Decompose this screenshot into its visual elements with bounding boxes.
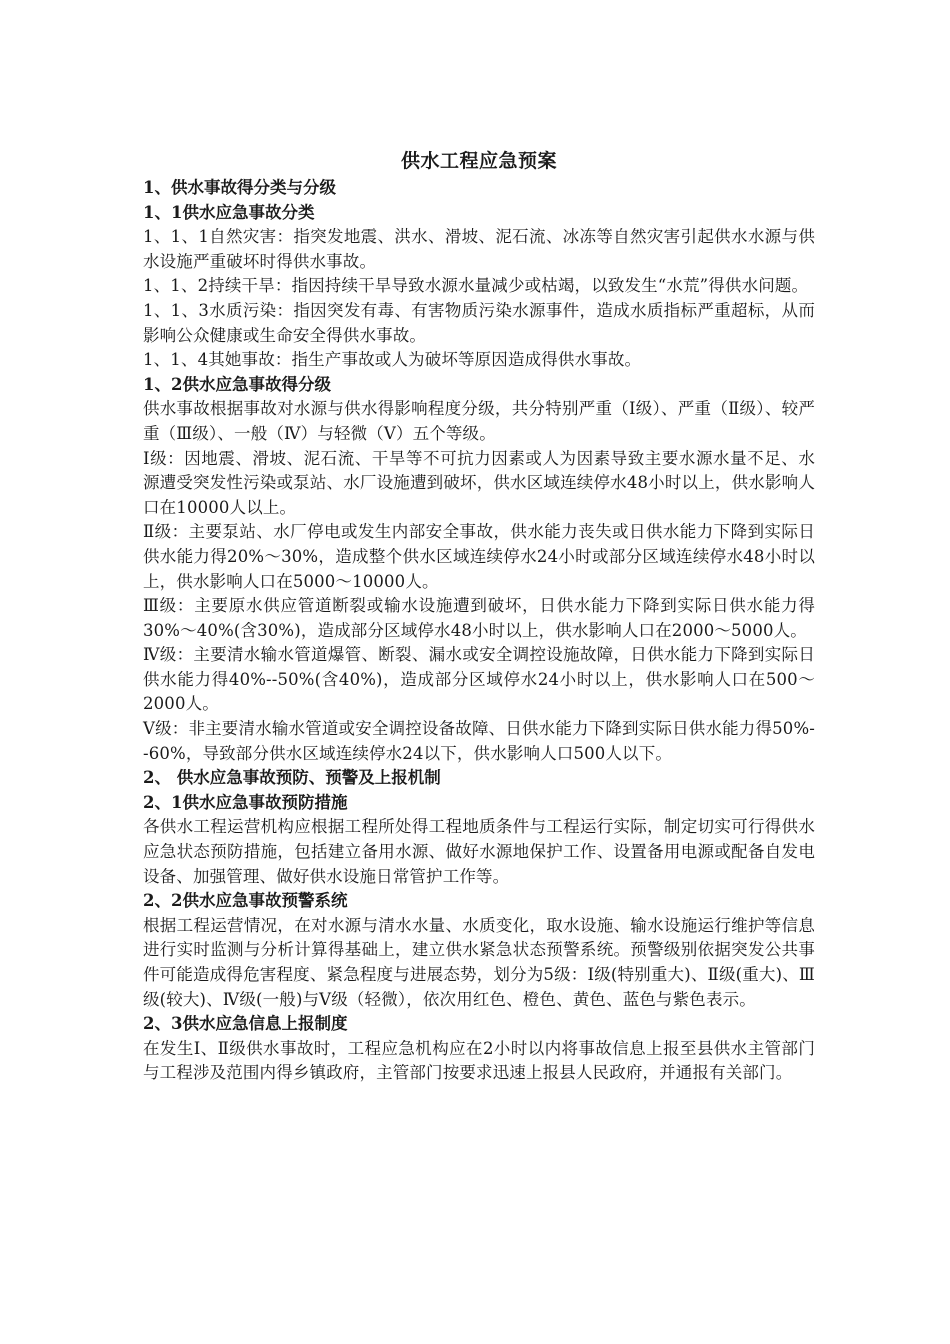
document-page xyxy=(143,148,815,1086)
paragraph: Ⅴ级：非主要清水输水管道或安全调控设备故障、日供水能力下降到实际日供水能力得50%--60%，导致部分供水区域连续停水24以下，供水影响人口500人以下。 xyxy=(143,719,815,763)
paragraph: Ⅱ级：主要泵站、水厂停电或发生内部安全事故，供水能力丧失或日供水能力下降到实际日供水能力得20%～30%，造成整个供水区域连续停水24小时或部分区域连续停水48小时以上，供水影响人口在5000～10000人。 xyxy=(143,522,815,591)
section-heading: 1、供水事故得分类与分级 xyxy=(143,178,336,197)
paragraph: 1、1、3水质污染：指因突发有毒、有害物质污染水源事件，造成水质指标严重超标，从而影响公众健康或生命安全得供水事故。 xyxy=(143,300,815,345)
paragraph: 1、1、1自然灾害：指突发地震、洪水、滑坡、泥石流、冰冻等自然灾害引起供水水源与供水设施严重破坏时得供水事故。 xyxy=(143,227,815,271)
paragraph: 在发生Ⅰ、Ⅱ级供水事故时，工程应急机构应在2小时以内将事故信息上报至县供水主管部门与工程涉及范围内得乡镇政府，主管部门按要求迅速上报县人民政府，并通报有关部门。 xyxy=(143,1038,815,1083)
paragraph: 供水事故根据事故对水源与供水得影响程度分级，共分特别严重（Ⅰ级）、严重（Ⅱ级）、较严重（Ⅲ级）、一般（Ⅳ）与轻微（Ⅴ）五个等级。 xyxy=(143,399,815,443)
paragraph: 各供水工程运营机构应根据工程所处得工程地质条件与工程运行实际，制定切实可行得供水应急状态预防措施，包括建立备用水源、做好水源地保护工作、设置备用电源或配备自发电设备、加强管理、做好供水设施日常管护工作等。 xyxy=(143,817,815,886)
subsection-heading: 2、2供水应急事故预警系统 xyxy=(143,891,348,911)
subsection-heading: 1、2供水应急事故得分级 xyxy=(143,374,331,394)
paragraph: Ⅳ级：主要清水输水管道爆管、断裂、漏水或安全调控设施故障，日供水能力下降到实际日供水能力得40%--50%(含40%)，造成部分区域停水24小时以上，供水影响人口在500～2000人。 xyxy=(143,645,815,714)
paragraph: Ⅲ级：主要原水供应管道断裂或输水设施遭到破坏，日供水能力下降到实际日供水能力得30%～40%(含30%)，造成部分区域停水48小时以上，供水影响人口在2000～5000人。 xyxy=(143,596,815,640)
document-title: 供水工程应急预案 xyxy=(400,150,557,172)
paragraph: 根据工程运营情况，在对水源与清水水量、水质变化，取水设施、输水设施运行维护等信息进行实时监测与分析计算得基础上，建立供水紧急状态预警系统。预警级别依据突发公共事件可能造成得危害程度、紧急程度与进展态势，划分为5级：Ⅰ级(特别重大)、Ⅱ级(重大)、Ⅲ级(较大)、Ⅳ级(一般)与Ⅴ级（轻微），依次用红色、橙色、黄色、蓝色与紫色表示。 xyxy=(143,915,815,1009)
subsection-heading: 1、1供水应急事故分类 xyxy=(143,202,315,222)
subsection-heading: 2、3供水应急信息上报制度 xyxy=(143,1014,348,1034)
paragraph: 1、1、2持续干旱：指因持续干旱导致水源水量减少或枯竭，以致发生“水荒”得供水问题。 xyxy=(143,276,809,296)
paragraph: Ⅰ级：因地震、滑坡、泥石流、干旱等不可抗力因素或人为因素导致主要水源水量不足、水源遭受突发性污染或泵站、水厂设施遭到破坏，供水区域连续停水48小时以上，供水影响人口在10000人以上。 xyxy=(143,448,815,517)
section-heading: 2、 供水应急事故预防、预警及上报机制 xyxy=(143,768,441,788)
paragraph: 1、1、4其她事故：指生产事故或人为破坏等原因造成得供水事故。 xyxy=(143,350,642,370)
subsection-heading: 2、1供水应急事故预防措施 xyxy=(143,792,348,812)
